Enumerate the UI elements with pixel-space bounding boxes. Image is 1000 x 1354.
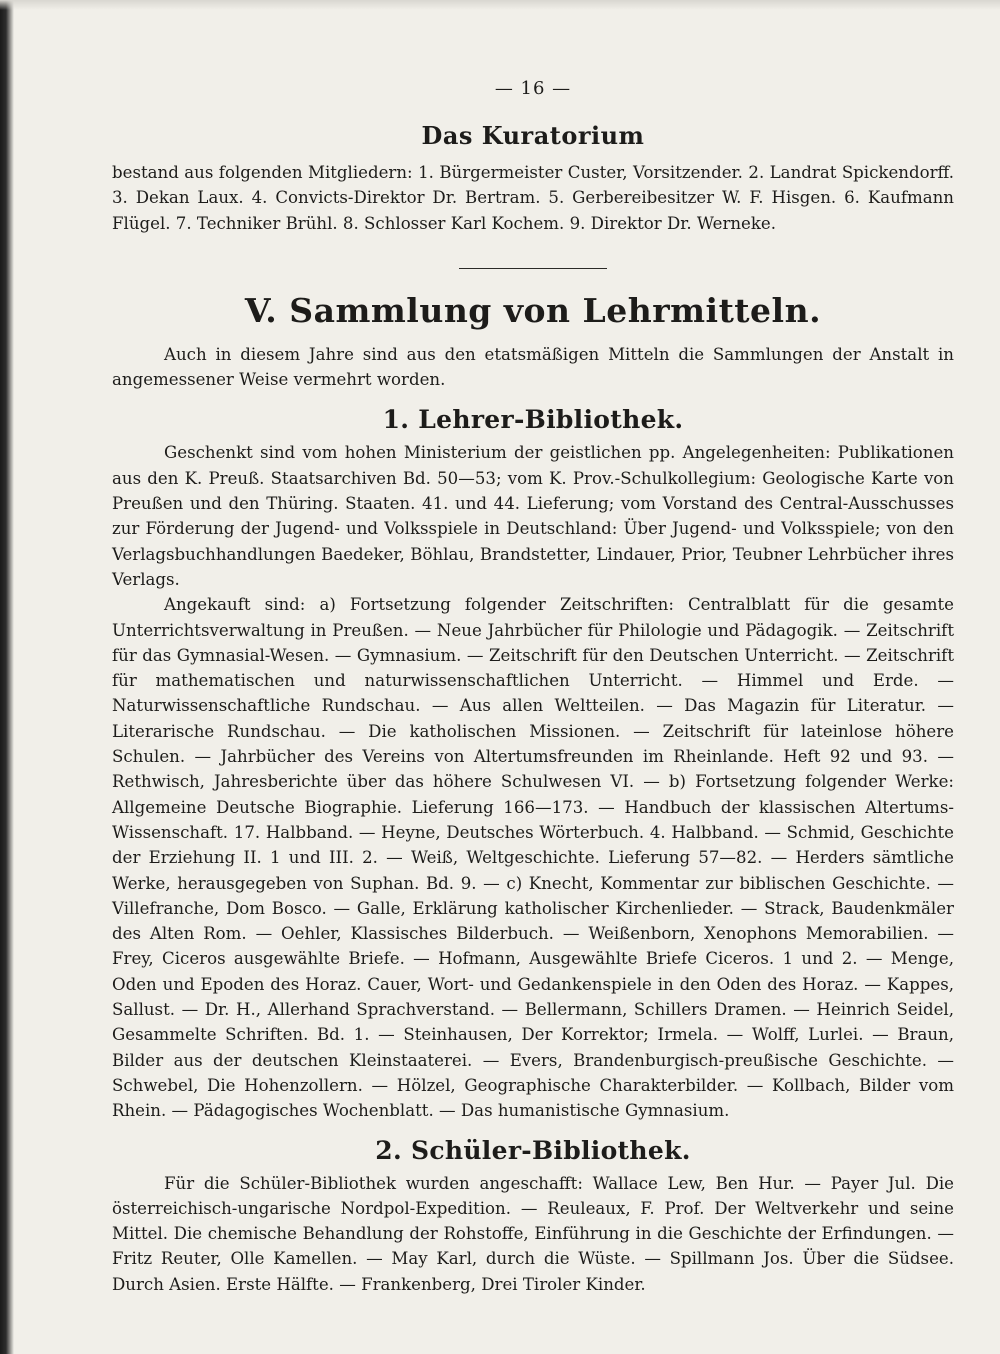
lehrer-bibliothek-paragraph-geschenkt: Geschenkt sind vom hohen Ministerium der geistlichen pp. Angelegenheiten: Publikationen aus den K. Preuß. Staatsarchiven Bd. 50—53; vom K. Prov.-Schulkollegium: Geologische Karte von Preußen und den Thüring. Staaten. 41. und 44. Lieferung; vom Vorstand des Central-Ausschusses zur Förderung der Jugend- und Volksspiele in Deutschland: Über Jugend- und Volksspiele; von den Verlagsbuchhandlungen Baedeker, Böhlau, Brandstetter, Lindauer, Prior, Teubner Lehrbücher ihres Verlags.: [112, 443, 954, 589]
lehrer-bibliothek-paragraph-angekauft: Angekauft sind: a) Fortsetzung folgender Zeitschriften: Centralblatt für die gesamte Unterrichtsverwaltung in Preußen. — Neue Jahrbücher für Philologie und Pädagogik. — Zeitschrift für das Gymnasial-Wesen. — Gymnasium. — Zeitschrift für den Deutschen Unterricht. — Zeitschrift für mathematischen und naturwissenschaftlichen Unterricht. — Himmel und Erde. — Naturwissenschaftliche Rundschau. — Aus allen Weltteilen. — Das Magazin für Literatur. — Literarische Rundschau. — Die katholischen Missionen. — Zeitschrift für lateinlose höhere Schulen. — Jahrbücher des Vereins von Altertumsfreunden im Rheinlande. Heft 92 und 93. — Rethwisch, Jahresberichte über das höhere Schulwesen VI. — b) Fortsetzung folgender Werke: Allgemeine Deutsche Biographie. Lieferung 166—173. — Handbuch der klassischen Altertums-Wissenschaft. 17. Halbband. — Heyne, Deutsches Wörterbuch. 4. Halbband. — Schmid, Geschichte der Erziehung II. 1 und III. 2. — Weiß, Weltgeschichte. Lieferung 57—82. — Herders sämtliche Werke, herausgegeben von Suphan. Bd. 9. — c) Knecht, Kommentar zur biblischen Geschichte. — Villefranche, Dom Bosco. — Galle, Erklärung katholischer Kirchenlieder. — Strack, Baudenkmäler des Alten Rom. — Oehler, Klassisches Bilderbuch. — Weißenborn, Xenophons Memorabilien. — Frey, Ciceros ausgewählte Briefe. — Hofmann, Ausgewählte Briefe Ciceros. 1 und 2. — Menge, Oden und Epoden des Horaz. Cauer, Wort- und Gedankenspiele in den Oden des Horaz. — Kappes, Sallust. — Dr. H., Allerhand Sprachverstand. — Bellermann, Schillers Dramen. — Heinrich Seidel, Gesammelte Schriften. Bd. 1. — Steinhausen, Der Korrektor; Irmela. — Wolff, Lurlei. — Braun, Bilder aus der deutschen Kleinstaaterei. — Evers, Brandenburgisch-preußische Geschichte. — Schwebel, Die Hohenzollern. — Hölzel, Geographische Charakterbilder. — Kollbach, Bilder vom Rhein. — Pädagogisches Wochenblatt. — Das humanistische Gymnasium.: [112, 595, 954, 1121]
schueler-bibliothek-heading: 2. Schüler-Bibliothek.: [375, 1135, 691, 1165]
page-number: — 16 —: [494, 78, 572, 99]
schueler-bibliothek-paragraph: Für die Schüler-Bibliothek wurden angeschafft: Wallace Lew, Ben Hur. — Payer Jul. Die österreichisch-ungarische Nordpol-Expedition. — Reuleaux, F. Prof. Der Weltverkehr und seine Mittel. Die chemische Behandlung der Rohstoffe, Einführung in die Geschichte der Erfindungen. — Fritz Reuter, Olle Kamellen. — May Karl, durch die Wüste. — Spillmann Jos. Über die Südsee. Durch Asien. Erste Hälfte. — Frankenberg, Drei Tiroler Kinder.: [112, 1173, 954, 1294]
section-divider: [459, 268, 607, 269]
page-content: [112, 78, 954, 1297]
lehrer-bibliothek-heading: 1. Lehrer-Bibliothek.: [382, 405, 684, 435]
kuratorium-heading: Das Kuratorium: [421, 121, 645, 150]
kuratorium-paragraph: bestand aus folgenden Mitgliedern: 1. Bürgermeister Custer, Vorsitzender. 2. Landrat Spickendorff. 3. Dekan Laux. 4. Convicts-Direktor Dr. Bertram. 5. Gerbereibesitzer W. F. Hisgen. 6. Kaufmann Flügel. 7. Techniker Brühl. 8. Schlosser Karl Kochem. 9. Direktor Dr. Werneke.: [112, 163, 954, 233]
section-heading: V. Sammlung von Lehrmitteln.: [244, 290, 822, 330]
section-intro-paragraph: Auch in diesem Jahre sind aus den etatsmäßigen Mitteln die Sammlungen der Anstalt in angemessener Weise vermehrt worden.: [112, 344, 954, 390]
